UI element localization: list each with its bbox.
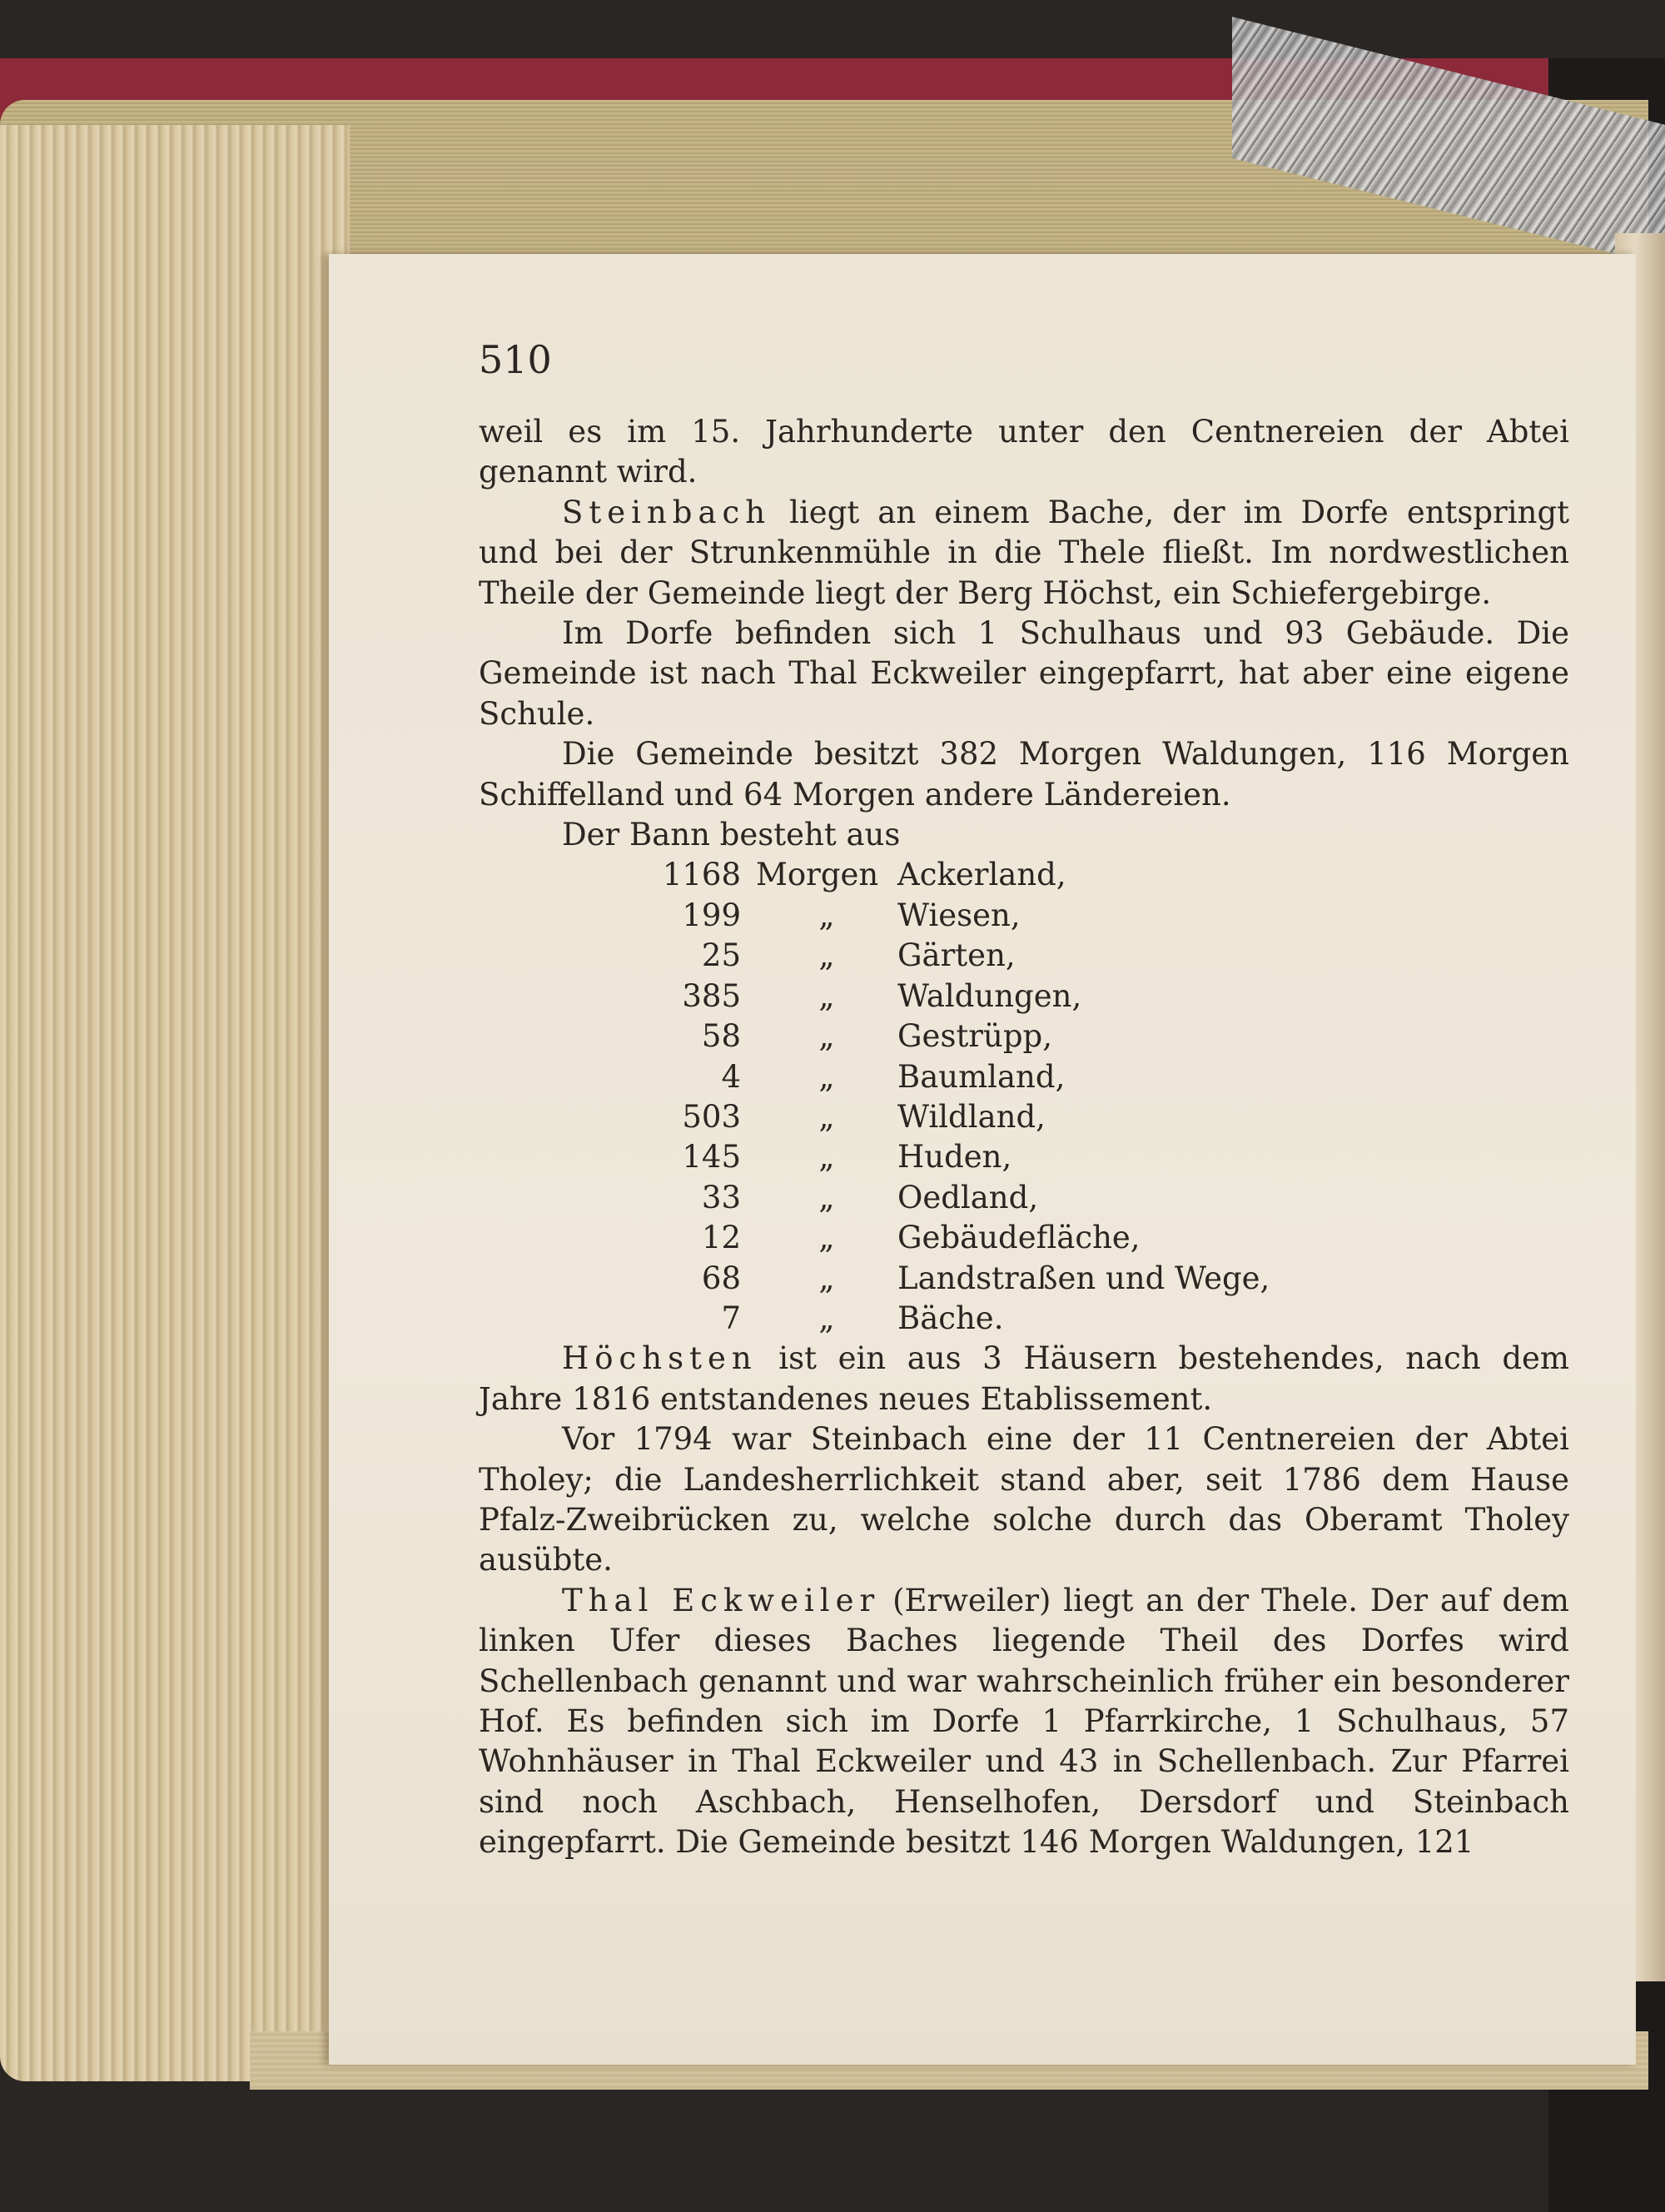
land-type: Baumland, — [897, 1058, 1066, 1095]
land-amount: 25 — [701, 937, 741, 974]
land-table-row — [633, 977, 1270, 1017]
land-table-row — [633, 896, 1270, 936]
place-name: Thal Eckweiler — [562, 1582, 881, 1618]
land-table-row — [633, 1259, 1270, 1299]
paragraph-text: liegt an einem Bache, der im Dorfe entspringt und bei der Strunkenmühle in die Thele fließt. Im nordwestlichen Theile der Gemeinde liegt der Berg Höchst, ein Schiefergebirge. — [479, 494, 1569, 611]
land-table-row — [633, 1057, 1270, 1097]
land-amount: 68 — [701, 1260, 741, 1296]
land-type: Landstraßen und Wege, — [897, 1260, 1270, 1296]
land-amount: 12 — [701, 1220, 741, 1256]
land-type: Gebäudefläche, — [897, 1220, 1141, 1256]
paragraph-text: ist ein aus 3 Häusern bestehendes, nach dem Jahre 1816 entstandenes neues Etablissement. — [479, 1340, 1569, 1417]
land-amount: 145 — [682, 1139, 741, 1176]
land-unit: „ — [818, 1058, 835, 1095]
page-stack-left — [0, 125, 350, 2081]
land-type: Bäche. — [897, 1300, 1004, 1336]
land-type: Waldungen, — [897, 977, 1082, 1014]
land-table-row — [633, 1299, 1270, 1339]
land-table-row — [633, 1097, 1270, 1137]
land-type: Gärten, — [897, 937, 1016, 974]
paragraph-text: (Erweiler) liegt an der Thele. Der auf dem linken Ufer dieses Baches liegende Theil des Dorfes wird Schellenbach genannt und war wahrscheinlich früher ein besonderer Hof. Es befinden sich im Dorfe 1 Pfarrkirche, 1 Schulhaus, 57 Wohnhäuser in Thal Eckweiler und 43 in Schellenbach. Zur Pfarrei sind noch Aschbach, Henselhofen, Dersdorf und Steinbach eingepfarrt. Die Gemeinde besitzt 146 Morgen Waldungen, — [479, 1582, 1569, 1861]
land-unit: „ — [818, 897, 835, 933]
land-table-row — [633, 936, 1270, 976]
land-amount: 7 — [721, 1300, 741, 1336]
land-type: Wiesen, — [897, 897, 1021, 933]
land-unit: „ — [818, 1179, 835, 1215]
land-table-row — [633, 855, 1270, 895]
paragraph — [479, 1339, 1569, 1419]
land-table-row — [633, 1017, 1270, 1056]
land-table-row — [633, 1137, 1270, 1177]
land-table-row — [633, 1218, 1270, 1258]
paragraph: Im Dorfe befinden sich 1 Schulhaus und 93 Gebäude. Die Gemeinde ist nach Thal Eckweiler eingepfarrt, hat aber eine eigene Schule. — [479, 615, 1569, 732]
land-unit: „ — [818, 977, 835, 1014]
land-table — [633, 855, 1270, 1339]
land-amount: 58 — [701, 1018, 741, 1055]
page-number: 510 — [479, 337, 552, 382]
land-unit: „ — [818, 1018, 835, 1055]
land-type: Wildland, — [897, 1098, 1046, 1135]
land-type: Gestrüpp, — [897, 1018, 1052, 1055]
land-amount: 385 — [682, 977, 741, 1014]
paragraph: Der Bann besteht aus — [562, 817, 901, 853]
land-unit: „ — [818, 1098, 835, 1135]
page-body — [479, 412, 1569, 1863]
land-unit: „ — [818, 1139, 835, 1176]
paragraph: Die Gemeinde besitzt 382 Morgen Waldungen, 116 Morgen Schiffelland und 64 Morgen andere Ländereien. — [479, 736, 1569, 813]
place-name: Steinbach — [562, 494, 772, 530]
land-amount: 33 — [701, 1179, 741, 1215]
land-amount: 4 — [721, 1058, 741, 1095]
paragraph — [479, 493, 1569, 614]
place-name: Höchsten — [562, 1340, 758, 1377]
land-unit: „ — [818, 1220, 835, 1256]
paragraph: Vor 1794 war Steinbach eine der 11 Centnereien der Abtei Tholey; die Landesherrlichkeit stand aber, seit 1786 dem Hause Pfalz-Zweibrücken zu, welche solche durch das Oberamt Tholey ausübte. — [479, 1421, 1569, 1578]
land-amount: 199 — [682, 897, 741, 933]
land-unit: „ — [818, 1300, 835, 1336]
land-amount: 1168 — [662, 857, 741, 893]
land-type: Ackerland, — [897, 857, 1066, 893]
land-table-row — [633, 1178, 1270, 1218]
land-amount: 503 — [682, 1098, 741, 1135]
land-type: Huden, — [897, 1139, 1012, 1176]
catchword: 121 — [1414, 1824, 1474, 1861]
land-unit: Morgen — [756, 857, 879, 893]
paragraph: weil es im 15. Jahrhunderte unter den Centnereien der Abtei genannt wird. — [479, 414, 1569, 490]
paragraph — [479, 1581, 1569, 1863]
land-unit: „ — [818, 937, 835, 974]
land-type: Oedland, — [897, 1179, 1039, 1215]
land-unit: „ — [818, 1260, 835, 1296]
